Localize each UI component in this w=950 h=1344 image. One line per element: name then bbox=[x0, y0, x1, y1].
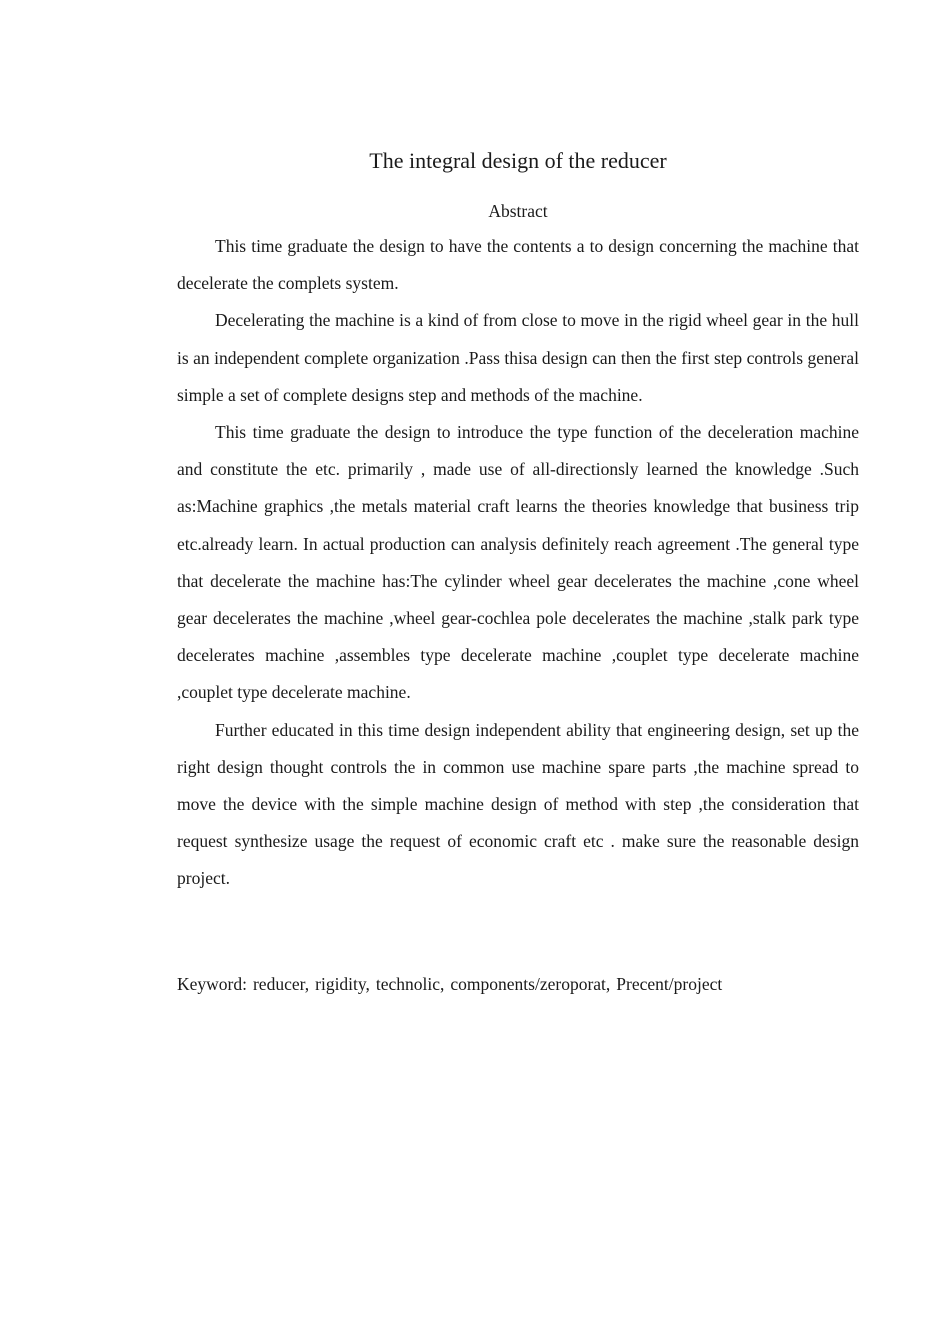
keyword: reducer, bbox=[252, 974, 310, 994]
abstract-paragraph: Further educated in this time design independent ability that engineering design, set up the right design thought controls the in common use machine spare parts ,the machine spread to move the device with the simple machine design of method with step ,the consideration that request synthesize usage the request of economic craft etc . make sure the reasonable design project. bbox=[177, 719, 859, 889]
document-title: The integral design of the reducer bbox=[369, 148, 667, 173]
abstract-heading: Abstract bbox=[488, 201, 548, 221]
keyword: components/zeroporat, bbox=[450, 974, 611, 994]
keyword: Precent/project bbox=[616, 974, 723, 994]
abstract-paragraph: This time graduate the design to have the contents a to design concerning the machine that decelerate the complets system. bbox=[177, 236, 859, 294]
abstract-paragraph: Decelerating the machine is a kind of from close to move in the rigid wheel gear in the hull is an independent complete organization .Pass thisa design can then the first step controls general simple a set of complete designs step and methods of the machine. bbox=[177, 310, 859, 405]
keywords-label: Keyword: bbox=[177, 974, 247, 994]
abstract-body bbox=[177, 228, 859, 898]
keyword: technolic, bbox=[375, 974, 445, 994]
keyword: rigidity, bbox=[315, 974, 370, 994]
abstract-paragraph: This time graduate the design to introduce the type function of the deceleration machine and constitute the etc. primarily , made use of all-directionsly learned the knowledge .Such as:Machine graphics ,the metals material craft learns the theories knowledge that business trip etc.already learn. In actual production can analysis definitely reach agreement .The general type that decelerate the machine has:The cylinder wheel gear decelerates the machine ,cone wheel gear decelerates the machine ,wheel gear-cochlea pole decelerates the machine ,stalk park type decelerates machine ,assembles type decelerate machine ,couplet type decelerate machine ,couplet type decelerate machine. bbox=[177, 422, 859, 703]
keywords-line bbox=[177, 966, 859, 1003]
